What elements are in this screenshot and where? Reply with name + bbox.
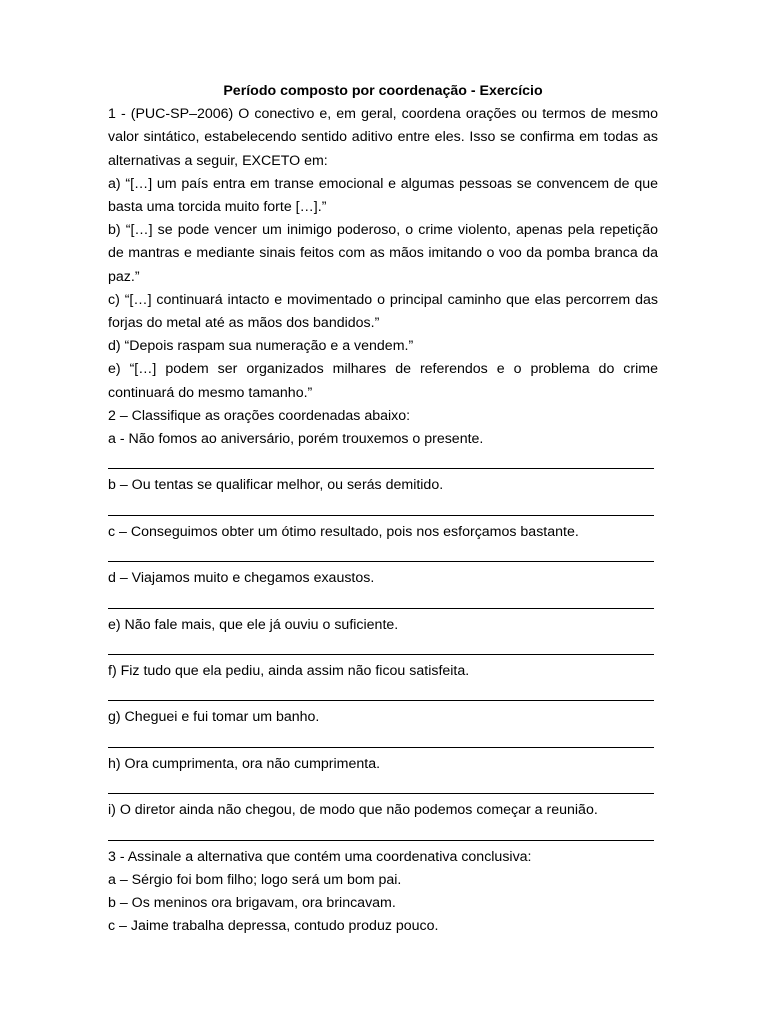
question-1-option-d: d) “Depois raspam sua numeração e a vendem.”: [108, 338, 414, 355]
question-1-option-b: b) “[…] se pode vencer um inimigo poderoso, o crime violento, apenas pela repetição de mantras e mediante sinais feitos com as mãos imitando o voo da pomba branca da paz.”: [108, 222, 658, 285]
question-2-item-f: f) Fiz tudo que ela pediu, ainda assim não ficou satisfeita.: [108, 663, 470, 679]
question-1-option-e: e) “[…] podem ser organizados milhares de referendos e o problema do crime continuará do mesmo tamanho.”: [108, 361, 658, 401]
question-2-item-d: d – Viajamos muito e chegamos exaustos.: [108, 570, 375, 587]
question-2-item-c: c – Conseguimos obter um ótimo resultado, pois nos esforçamos bastante.: [108, 523, 579, 540]
answer-line-b[interactable]: [108, 498, 658, 521]
answer-line-c[interactable]: [108, 544, 658, 567]
question-3-option-a: a – Sérgio foi bom filho; logo será um bom pai.: [108, 871, 402, 888]
question-3-option-c: c – Jaime trabalha depressa, contudo produz pouco.: [108, 918, 439, 935]
page-title: Período composto por coordenação - Exercício: [223, 83, 543, 99]
question-1-statement: 1 - (PUC-SP–2006) O conectivo e, em geral, coordena orações ou termos de mesmo valor sintático, estabelecendo sentido aditivo entre eles. Isso se confirma em todas as alternativas a seguir, EXCETO em:: [108, 106, 658, 169]
question-2-item-g: g) Cheguei e fui tomar um banho.: [108, 709, 320, 726]
question-2-item-i: i) O diretor ainda não chegou, de modo que não podemos começar a reunião.: [108, 802, 598, 819]
answer-line-d[interactable]: [108, 590, 658, 613]
question-1-option-c: c) “[…] continuará intacto e movimentado o principal caminho que elas percorrem das forjas do metal até as mãos dos bandidos.”: [108, 291, 658, 332]
question-2-statement: 2 – Classifique as orações coordenadas abaixo:: [108, 407, 411, 424]
question-3-option-b: b – Os meninos ora brigavam, ora brincavam.: [108, 894, 396, 911]
question-2-item-e: e) Não fale mais, que ele já ouviu o suficiente.: [108, 616, 399, 633]
question-2-item-h: h) Ora cumprimenta, ora não cumprimenta.: [108, 755, 381, 772]
document-content: [108, 80, 658, 938]
answer-line-a[interactable]: [108, 451, 658, 474]
question-2-item-a: a - Não fomos ao aniversário, porém trouxemos o presente.: [108, 431, 484, 448]
answer-line-h[interactable]: [108, 776, 658, 799]
answer-line-i[interactable]: [108, 822, 658, 845]
answer-line-e[interactable]: [108, 637, 658, 660]
question-2-item-b: b – Ou tentas se qualificar melhor, ou serás demitido.: [108, 477, 444, 494]
question-3-statement: 3 - Assinale a alternativa que contém uma coordenativa conclusiva:: [108, 848, 532, 865]
question-1-option-a: a) “[…] um país entra em transe emocional e algumas pessoas se convencem de que basta uma torcida muito forte […].”: [108, 175, 658, 216]
answer-line-g[interactable]: [108, 730, 658, 753]
answer-line-f[interactable]: [108, 683, 658, 706]
